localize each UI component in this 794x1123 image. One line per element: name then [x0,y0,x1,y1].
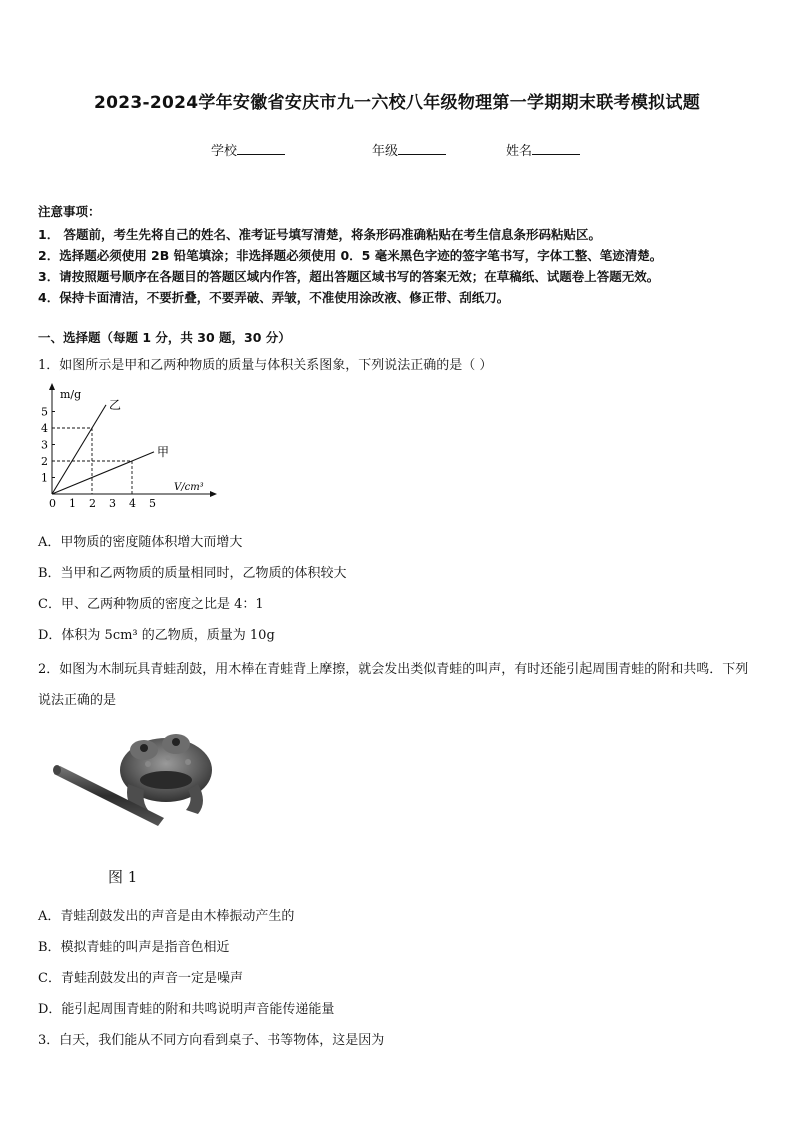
notice-item: 1． 答题前，考生先将自己的姓名、准考证号填写清楚，将条形码准确粘贴在考生信息条形码粘贴区。 [38,227,602,242]
question-3-stem: 3．白天，我们能从不同方向看到桌子、书等物体，这是因为 [38,1033,385,1048]
series-line [52,405,106,494]
question-2-stem: 2．如图为木制玩具青蛙刮鼓，用木棒在青蛙背上摩擦，就会发出类似青蛙的叫声，有时还能引起周围青蛙的附和共鸣．下列说法正确的是 [38,662,749,708]
notice-heading: 注意事项： [38,204,101,219]
notice-item: 2．选择题必须使用 2B 铅笔填涂；非选择题必须使用 0．5 毫米黑色字迹的签字笔书写，字体工整、笔迹清楚。 [38,248,663,263]
series-label: 甲 [157,444,170,459]
figure-caption: 图 1 [108,868,138,886]
grade-blank[interactable] [398,142,446,155]
q2-option-c[interactable]: C．青蛙刮鼓发出的声音一定是噪声 [38,971,243,986]
series-label: 乙 [109,397,122,412]
frog-guiro-figure [48,722,238,862]
name-field [506,140,580,159]
notice-block [38,202,758,308]
school-label: 学校 [211,144,238,159]
school-blank[interactable] [237,142,285,155]
x-tick-label: 1 [69,497,76,510]
y-tick-label: 2 [41,455,48,468]
x-tick-label: 4 [129,497,136,510]
x-axis-arrow [210,491,217,497]
y-axis-label: m/g [60,388,82,401]
x-tick-label: 5 [149,497,156,510]
x-axis-label: V/cm³ [174,482,204,493]
question-1-stem: 1．如图所示是甲和乙两种物质的质量与体积关系图象，下列说法正确的是（ ） [38,358,493,373]
name-blank[interactable] [532,142,580,155]
x-tick-label: 3 [109,497,116,510]
q1-option-a[interactable]: A．甲物质的密度随体积增大而增大 [38,535,243,550]
series-line [52,452,154,494]
y-tick-label: 3 [41,438,48,452]
q1-option-b[interactable]: B．当甲和乙两物质的质量相同时，乙物质的体积较大 [38,566,347,581]
name-label: 姓名 [506,144,533,159]
x-tick-label: 2 [89,497,96,510]
notice-item: 3．请按照题号顺序在各题目的答题区域内作答，超出答题区域书写的答案无效；在草稿纸、试题卷上答题无效。 [38,269,660,284]
y-tick-label: 1 [41,471,48,485]
y-tick-label: 4 [41,422,48,435]
section-heading: 一、选择题（每题 1 分，共 30 题，30 分） [38,330,291,345]
grade-field [372,140,446,159]
q2-option-a[interactable]: A．青蛙刮鼓发出的声音是由木棒振动产生的 [38,909,295,924]
exam-title: 2023-2024学年安徽省安庆市九一六校八年级物理第一学期期末联考模拟试题 [93,93,701,113]
y-axis-arrow [49,383,55,390]
q2-option-b[interactable]: B．模拟青蛙的叫声是指音色相近 [38,940,230,955]
y-tick-label: 5 [41,405,48,419]
grade-label: 年级 [372,144,399,159]
q1-mass-volume-chart [38,382,218,518]
frog-body-shape [120,734,212,814]
x-tick-label: 0 [49,497,56,510]
notice-item: 4．保持卡面清洁，不要折叠，不要弄破、弄皱，不准使用涂改液、修正带、刮纸刀。 [38,290,510,305]
q1-option-d[interactable]: D．体积为 5cm³ 的乙物质，质量为 10g [38,628,275,643]
q1-option-c[interactable]: C．甲、乙两种物质的密度之比是 4：1 [38,597,264,612]
school-field [211,140,285,159]
q2-option-d[interactable]: D．能引起周围青蛙的附和共鸣说明声音能传递能量 [38,1002,335,1017]
